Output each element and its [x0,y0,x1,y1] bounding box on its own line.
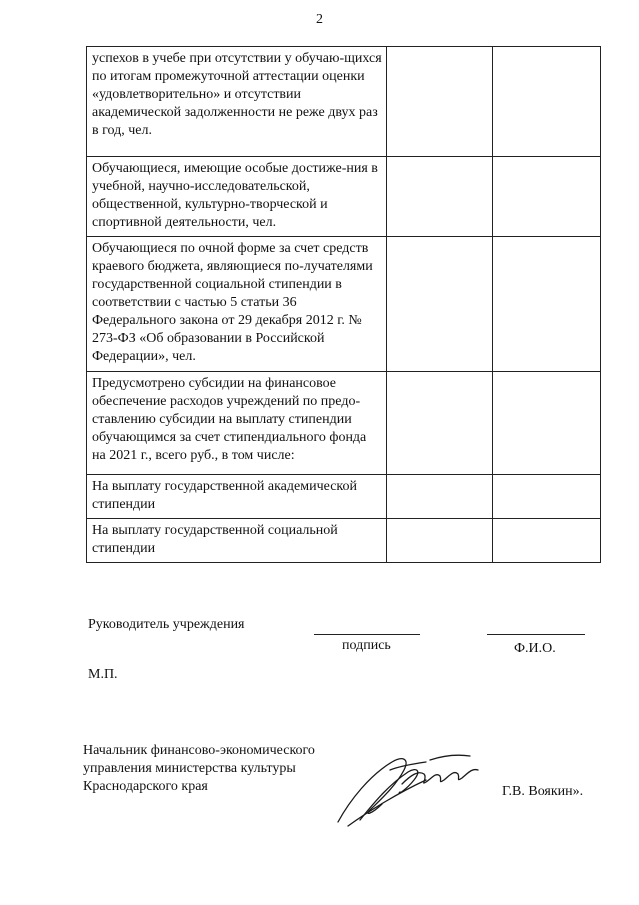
row-label: На выплату государственной академической стипендии [87,475,387,519]
row-value-cell [387,519,493,563]
row-value-cell [493,519,601,563]
table-row [87,157,601,237]
row-value-cell [387,157,493,237]
row-label: успехов в учебе при отсутствии у обучаю-щихся по итогам промежуточной аттестации оценки «удовлетворительно» и отсутствии академической задолженности не реже двух раз в год, чел. [87,47,387,157]
head-name: Г.В. Воякин». [502,784,584,799]
row-value-cell [387,475,493,519]
row-value-cell [493,157,601,237]
row-label: Предусмотрено субсидии на финансовое обеспечение расходов учреждений по предо-ставлению субсидии на выплату стипендии обучающимся за счет стипендиального фонда на 2021 г., всего руб., в том числе: [87,372,387,475]
row-label: Обучающиеся по очной форме за счет средств краевого бюджета, являющиеся по-лучателями государственной социальной стипендии в соответствии с частью 5 статьи 36 Федерального закона от 29 декабря 2012 г. № 273-ФЗ «Об образовании в Российской Федерации», чел. [87,237,387,372]
row-value-cell [493,475,601,519]
handwritten-signature [330,740,490,830]
row-value-cell [387,372,493,475]
row-value-cell [387,237,493,372]
table-row [87,372,601,475]
row-value-cell [493,372,601,475]
subsidy-form-table [86,46,601,563]
head-title [83,742,353,796]
stamp-place-label: М.П. [88,667,118,682]
signature-line [314,634,420,635]
row-value-cell [387,47,493,157]
row-value-cell [493,47,601,157]
name-caption: Ф.И.О. [514,641,556,656]
manager-label: Руководитель учреждения [88,617,245,632]
head-title-line: Краснодарского края [83,779,208,794]
table-row [87,237,601,372]
row-value-cell [493,237,601,372]
signature-caption: подпись [342,638,391,653]
table-row [87,47,601,157]
page-number: 2 [316,12,323,27]
row-label: Обучающиеся, имеющие особые достиже-ния в учебной, научно-исследовательской, общественной, культурно-творческой и спортивной деятельности, чел. [87,157,387,237]
table-row [87,475,601,519]
table-row [87,519,601,563]
row-label: На выплату государственной социальной стипендии [87,519,387,563]
head-title-line: Начальник финансово-экономического [83,743,315,758]
head-title-line: управления министерства культуры [83,761,296,776]
name-line [487,634,585,635]
